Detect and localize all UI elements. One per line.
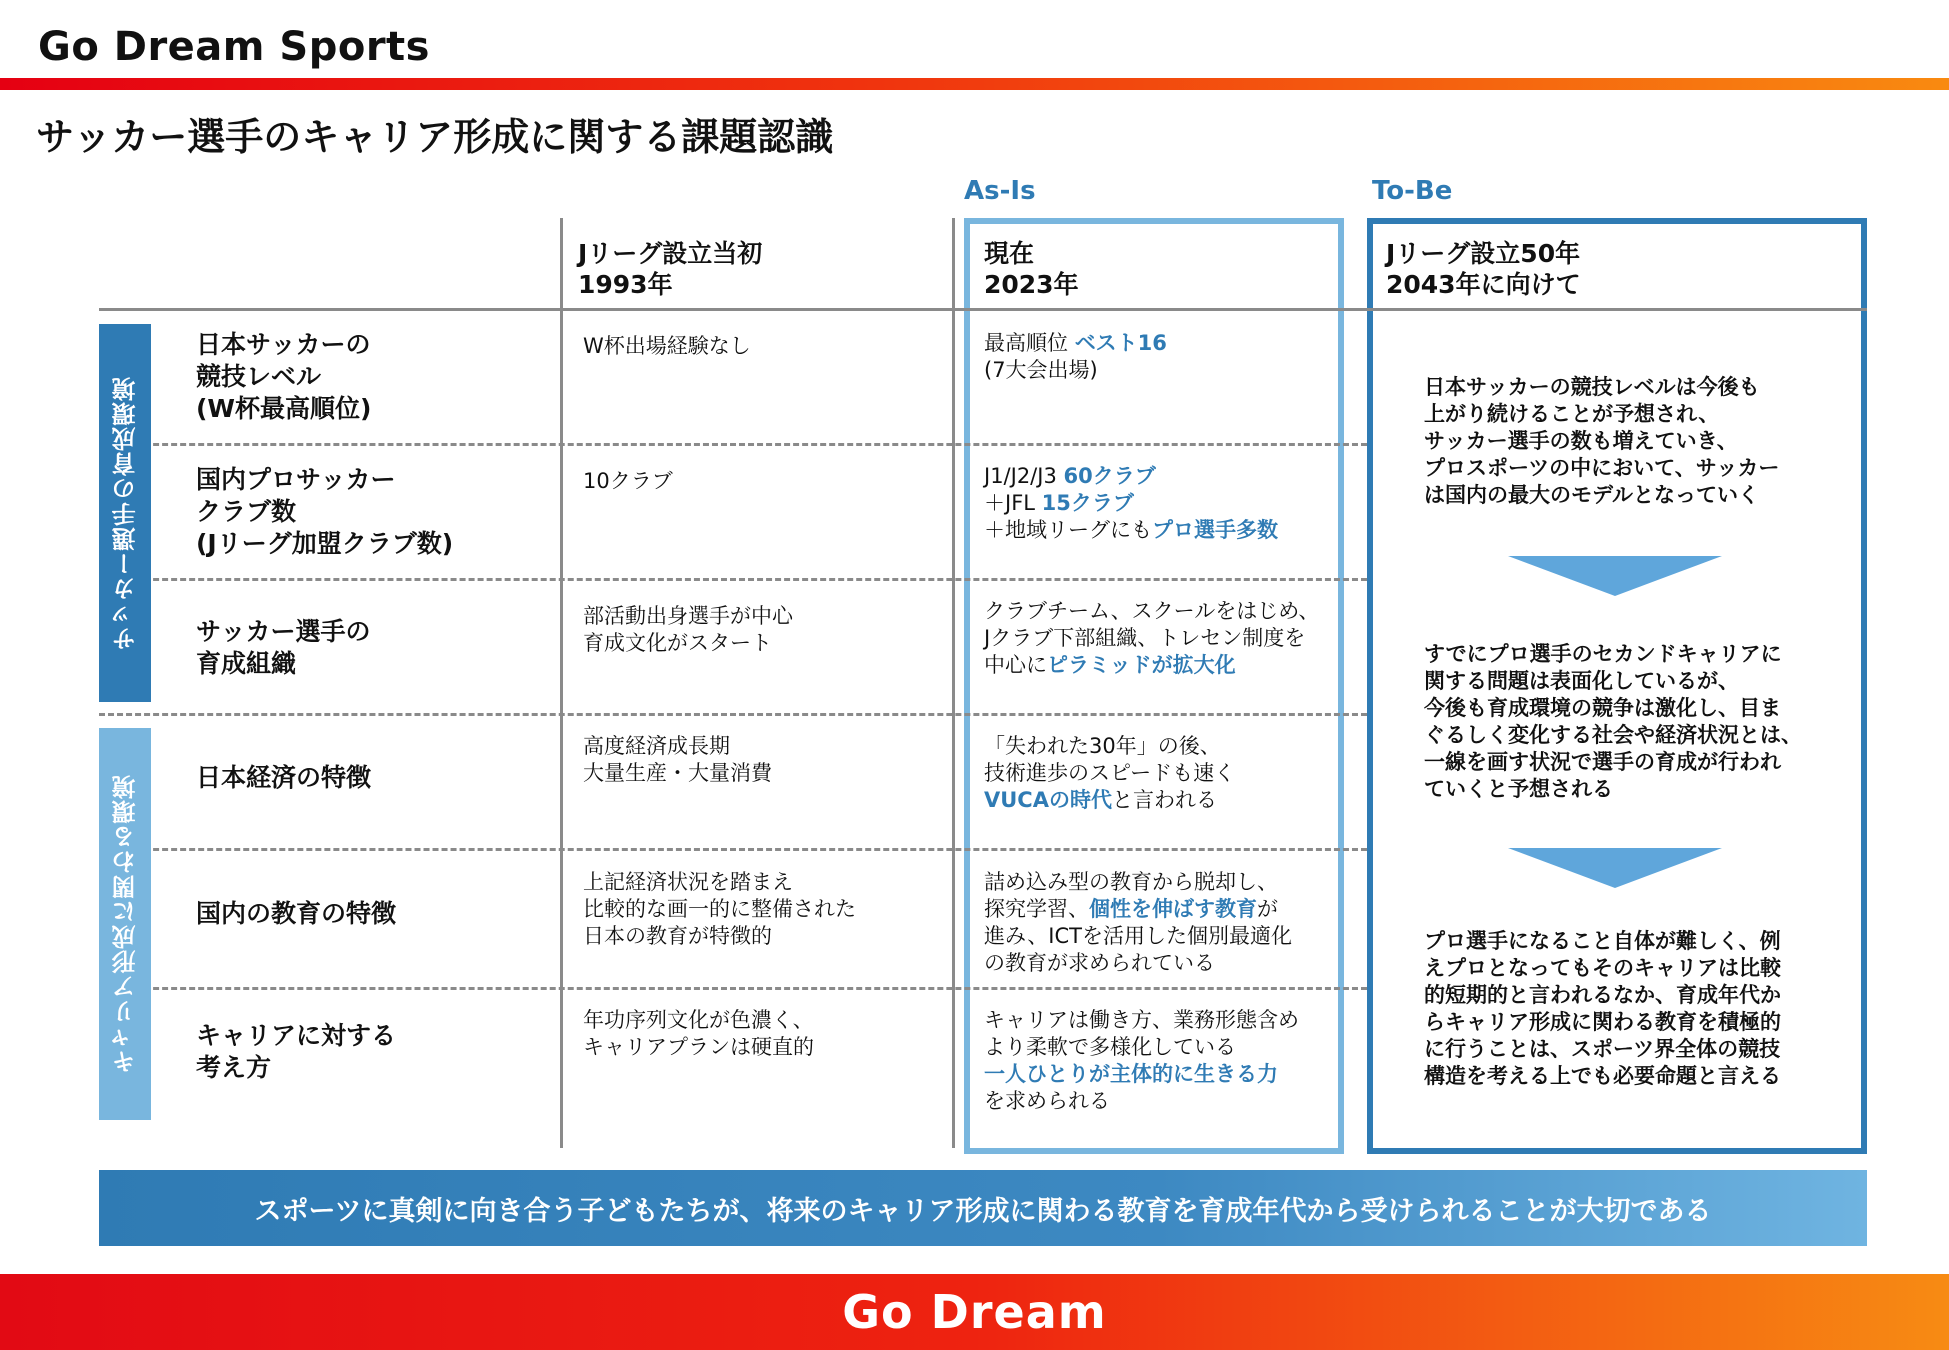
- highlight-text: ベスト16: [1074, 331, 1167, 355]
- row-label-development-org: サッカー選手の 育成組織: [196, 617, 371, 678]
- cell-text: J1/J2/J3: [984, 464, 1064, 488]
- heading-1993: Jリーグ設立当初 1993年: [578, 239, 763, 299]
- highlight-text: ピラミッドが拡大化: [1047, 653, 1236, 677]
- cell-1993-organization: 部活動出身選手が中心 育成文化がスタート: [583, 604, 793, 655]
- down-arrow-1: [1508, 556, 1722, 596]
- cell-2023-economy: [984, 733, 1336, 814]
- row-divider-5: [99, 987, 1367, 990]
- cell-2023-clubs: [984, 463, 1336, 544]
- highlight-text: VUCAの時代: [984, 788, 1112, 812]
- cell-2023-education: [984, 869, 1336, 977]
- page-title: サッカー選手のキャリア形成に関する課題認識: [36, 115, 834, 159]
- cell-text: を求められる: [984, 1089, 1110, 1113]
- row-divider-2: [99, 578, 1367, 581]
- row-label-club-count: 国内プロサッカー クラブ数 (Jリーグ加盟クラブ数): [196, 465, 454, 558]
- row-label-career-view: キャリアに対する 考え方: [196, 1021, 397, 1082]
- footer-bar: [0, 1274, 1949, 1350]
- cell-1993-competition: W杯出場経験なし: [583, 334, 751, 358]
- row-label-economy: 日本経済の特徴: [196, 763, 372, 792]
- group-label-text: サッカー選手の育成環境: [111, 375, 140, 651]
- to-be-tag: To-Be: [1372, 176, 1453, 206]
- cell-text: (7大会出場): [984, 358, 1098, 382]
- to-be-paragraph-3: プロ選手になること自体が難しく、例 えプロとなってもそのキャリアは比較 的短期的と言われるなか、育成年代か らキャリア形成に関わる教育を積極的 に行うことは、スポーツ界全体の競技 構造を考える上でも必要命題と言える: [1424, 929, 1781, 1088]
- cell-text: 最高順位: [984, 331, 1075, 355]
- cell-text: 詰め込み型の教育から脱却し、 探究学習、: [984, 870, 1278, 921]
- cell-text: と言われる: [1111, 788, 1217, 812]
- group-label-development-environment: [99, 324, 151, 702]
- row-divider-4: [99, 848, 1367, 851]
- cell-text: クラブチーム、スクールをはじめ、 Jクラブ下部組織、トレセン制度を 中心に: [984, 599, 1320, 677]
- cell-2023-organization: [984, 598, 1336, 679]
- as-is-tag: As-Is: [964, 176, 1036, 206]
- group-label-career-environment: [99, 728, 151, 1120]
- row-label-competition-level: 日本サッカーの 競技レベル (W杯最高順位): [196, 330, 372, 423]
- row-label-education: 国内の教育の特徴: [196, 899, 397, 928]
- to-be-paragraph-1: 日本サッカーの競技レベルは今後も 上がり続けることが予想され、 サッカー選手の数も増えていき、 プロスポーツの中において、サッカー は国内の最大のモデルとなっていく: [1424, 375, 1780, 507]
- cell-text: キャリアは働き方、業務形態含め より柔軟で多様化している: [984, 1008, 1299, 1059]
- down-arrow-2: [1508, 848, 1722, 888]
- cell-text: 「失われた30年」の後、 技術進歩のスピードも速く: [984, 734, 1236, 785]
- cell-1993-education: 上記経済状況を踏まえ 比較的な画一的に整備された 日本の教育が特徴的: [583, 870, 856, 948]
- cell-2023-career: [984, 1007, 1336, 1115]
- heading-2023: 現在 2023年: [984, 239, 1079, 299]
- cell-text: ＋地域リーグにも: [984, 518, 1152, 542]
- conclusion-banner: [99, 1170, 1867, 1246]
- cell-1993-clubs: 10クラブ: [583, 469, 673, 493]
- column-divider-1: [560, 218, 563, 1148]
- highlight-text: 60クラブ: [1063, 464, 1156, 488]
- group-label-text: キャリア形成に関わる環境: [111, 774, 140, 1074]
- cell-1993-economy: 高度経済成長期 大量生産・大量消費: [583, 734, 772, 785]
- highlight-text: プロ選手多数: [1152, 518, 1278, 542]
- conclusion-text: スポーツに真剣に向き合う子どもたちが、将来のキャリア形成に関わる教育を育成年代から受けられることが大切である: [254, 1195, 1712, 1227]
- brand-name: Go Dream Sports: [38, 24, 430, 70]
- to-be-paragraph-2: すでにプロ選手のセカンドキャリアに 関する問題は表面化しているが、 今後も育成環境の競争は激化し、目ま ぐるしく変化する社会や経済状況とは、 一線を画す状況で選手の育成が行われ ていくと予想される: [1424, 642, 1802, 801]
- highlight-text: 一人ひとりが主体的に生きる力: [984, 1062, 1278, 1086]
- highlight-text: 15クラブ: [1041, 491, 1134, 515]
- footer-logo: Go Dream: [842, 1285, 1107, 1339]
- heading-2043: Jリーグ設立50年 2043年に向けて: [1386, 239, 1581, 299]
- cell-1993-career: 年功序列文化が色濃く、 キャリアプランは硬直的: [583, 1008, 814, 1059]
- row-divider-1: [99, 443, 1367, 446]
- cell-text: が 進み、ICTを活用した個別最適化 の教育が求められている: [984, 897, 1292, 975]
- row-divider-3: [99, 713, 1367, 716]
- header-accent-bar: [0, 78, 1949, 90]
- highlight-text: 個性を伸ばす教育: [1089, 897, 1257, 921]
- cell-2023-competition: [984, 330, 1336, 384]
- cell-text: ＋JFL: [984, 491, 1035, 515]
- column-divider-2: [952, 218, 955, 1148]
- header-divider: [99, 308, 1867, 311]
